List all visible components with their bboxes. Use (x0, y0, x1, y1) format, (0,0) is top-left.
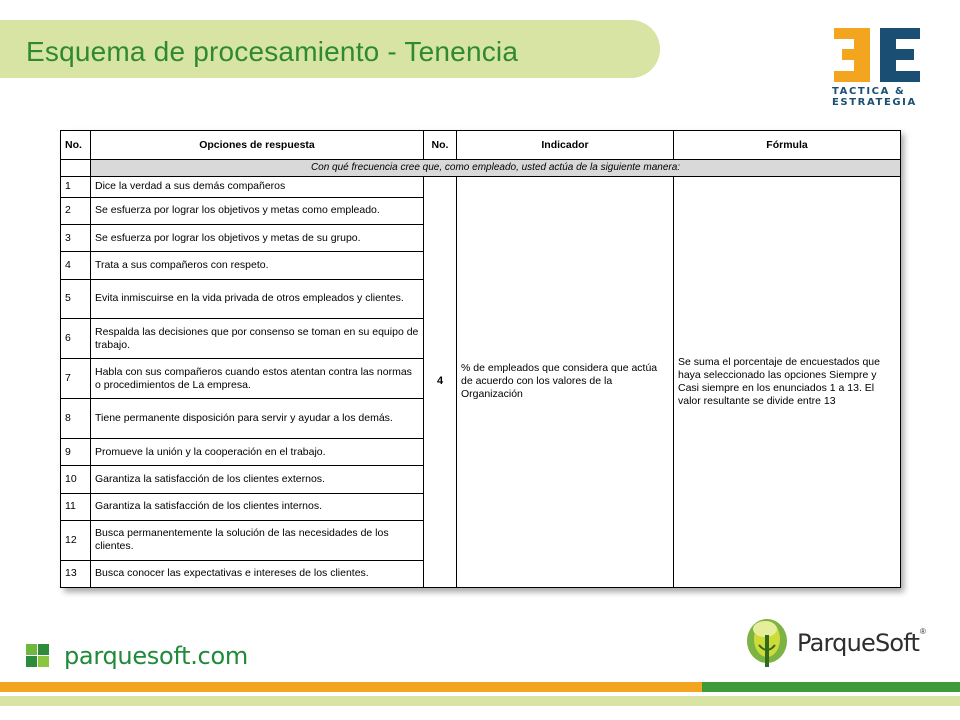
response-option: Garantiza la satisfacción de los clientes externos. (91, 466, 424, 493)
column-header-no: No. (61, 131, 91, 160)
row-number: 5 (61, 279, 91, 319)
row-number: 12 (61, 520, 91, 560)
footer-stripe-light-green (0, 696, 960, 706)
table-header-row (61, 131, 901, 160)
response-option: Habla con sus compañeros cuando estos atentan contra las normas o procedimientos de La empresa. (91, 359, 424, 399)
column-header-no2: No. (424, 131, 457, 160)
row-number: 2 (61, 197, 91, 224)
response-option: Trata a sus compañeros con respeto. (91, 252, 424, 279)
footer-stripe-green (702, 682, 960, 692)
registered-mark: ® (920, 627, 926, 636)
parquesoft-leaf-icon (745, 615, 797, 671)
brand-name: ParqueSoft (797, 629, 920, 657)
parquesoft-logo (745, 615, 935, 671)
row-number: 11 (61, 493, 91, 520)
row-number: 7 (61, 359, 91, 399)
data-table-container (60, 130, 900, 588)
response-option: Se esfuerza por lograr los objetivos y metas de su grupo. (91, 225, 424, 252)
response-option: Evita inmiscuirse en la vida privada de otros empleados y clientes. (91, 279, 424, 319)
website-link[interactable]: parquesoft.com (64, 642, 248, 670)
response-option: Dice la verdad a sus demás compañeros (91, 176, 424, 197)
row-number: 4 (61, 252, 91, 279)
logo-text: TACTICA & ESTRATEGIA (832, 86, 917, 108)
formula-description: Se suma el porcentaje de encuestados que haya seleccionado las opciones Siempre y Casi siempre en los enunciados 1 a 13. El valor resultante se divide entre 13 (674, 176, 901, 587)
subheader-row (61, 160, 901, 177)
response-option: Respalda las decisiones que por consenso se toman en su equipo de trabajo. (91, 319, 424, 359)
row-number: 8 (61, 399, 91, 439)
row-number: 13 (61, 560, 91, 587)
row-number: 3 (61, 225, 91, 252)
response-option: Se esfuerza por lograr los objetivos y metas como empleado. (91, 197, 424, 224)
indicator-description: % de empleados que considera que actúa de acuerdo con los valores de la Organización (457, 176, 674, 587)
column-header-options: Opciones de respuesta (91, 131, 424, 160)
row-number: 9 (61, 438, 91, 465)
tactica-estrategia-logo (830, 26, 926, 110)
footer-stripe-orange (0, 682, 702, 692)
response-option: Garantiza la satisfacción de los clientes internos. (91, 493, 424, 520)
row-number: 1 (61, 176, 91, 197)
indicator-number: 4 (424, 176, 457, 587)
response-option: Promueve la unión y la cooperación en el trabajo. (91, 438, 424, 465)
row-number: 6 (61, 319, 91, 359)
response-option: Tiene permanente disposición para servir y ayudar a los demás. (91, 399, 424, 439)
table-row (61, 176, 901, 197)
response-option: Busca conocer las expectativas e intereses de los clientes. (91, 560, 424, 587)
page-title: Esquema de procesamiento - Tenencia (26, 36, 519, 67)
column-header-indicator: Indicador (457, 131, 674, 160)
question-subheader: Con qué frecuencia cree que, como empleado, usted actúa de la siguiente manera: (91, 160, 901, 177)
column-header-formula: Fórmula (674, 131, 901, 160)
response-option: Busca permanentemente la solución de las necesidades de los clientes. (91, 520, 424, 560)
processing-table (60, 130, 901, 588)
row-number: 10 (61, 466, 91, 493)
3e-logo-icon (830, 26, 926, 84)
